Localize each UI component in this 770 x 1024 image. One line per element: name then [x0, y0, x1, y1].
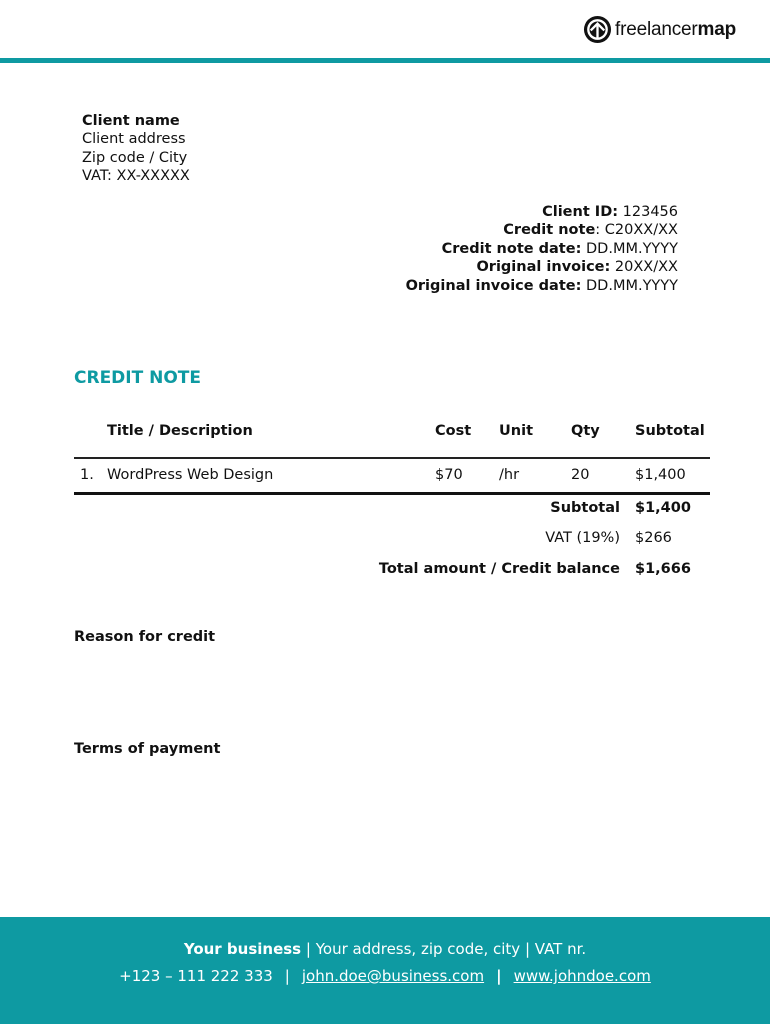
- summary-total-value: $1,666: [635, 561, 691, 577]
- header-accent-bar: [0, 58, 770, 63]
- column-header-unit: Unit: [499, 423, 533, 439]
- credit-note-line: Credit note: C20XX/XX: [503, 222, 678, 239]
- terms-of-payment-heading: Terms of payment: [74, 741, 221, 757]
- summary-vat-label: VAT (19%): [545, 530, 620, 546]
- client-zip-city: Zip code / City: [82, 149, 188, 166]
- summary-subtotal-value: $1,400: [635, 500, 691, 516]
- column-header-qty: Qty: [571, 423, 600, 439]
- footer-business-line: [0, 940, 770, 958]
- summary-vat-value: $266: [635, 530, 672, 546]
- summary-subtotal-label: Subtotal: [550, 500, 620, 516]
- footer-separator: |: [496, 967, 502, 985]
- footer-website-link[interactable]: www.johndoe.com: [513, 967, 651, 985]
- client-block: [82, 112, 190, 185]
- original-invoice-line: Original invoice: 20XX/XX: [476, 259, 678, 276]
- client-vat: VAT: XX-XXXXX: [82, 167, 190, 184]
- footer-contact-line: [0, 967, 770, 985]
- column-header-description: Title / Description: [107, 423, 253, 439]
- table-bottom-divider: [74, 492, 710, 495]
- table-header-divider: [74, 457, 710, 459]
- footer-phone: +123 – 111 222 333: [119, 967, 273, 985]
- footer-email-link[interactable]: john.doe@business.com: [301, 967, 485, 985]
- row-qty: 20: [571, 467, 590, 483]
- summary-total-label: Total amount / Credit balance: [378, 561, 620, 577]
- column-header-subtotal: Subtotal: [635, 423, 705, 439]
- freelancermap-logo: [583, 15, 736, 44]
- footer-business-name: Your business: [183, 940, 302, 958]
- row-description: WordPress Web Design: [107, 467, 274, 483]
- client-address: Client address: [82, 131, 186, 148]
- freelancermap-logo-icon: [583, 15, 612, 44]
- footer-business-details: | Your address, zip code, city | VAT nr.: [301, 940, 587, 958]
- document-meta: [406, 203, 678, 295]
- row-cost: $70: [435, 467, 463, 483]
- row-unit: /hr: [499, 467, 520, 483]
- row-number: 1.: [80, 467, 94, 483]
- footer-separator: |: [284, 967, 290, 985]
- credit-note-date-line: Credit note date: DD.MM.YYYY: [441, 240, 678, 257]
- original-invoice-date-line: Original invoice date: DD.MM.YYYY: [405, 277, 678, 294]
- logo-wordmark: freelancermap: [615, 18, 736, 40]
- client-name: Client name: [82, 113, 180, 129]
- reason-for-credit-heading: Reason for credit: [74, 629, 216, 645]
- column-header-cost: Cost: [435, 423, 472, 439]
- row-subtotal: $1,400: [635, 467, 686, 483]
- client-id-line: Client ID: 123456: [542, 204, 678, 220]
- footer: [0, 917, 770, 1024]
- document-title: CREDIT NOTE: [74, 368, 202, 388]
